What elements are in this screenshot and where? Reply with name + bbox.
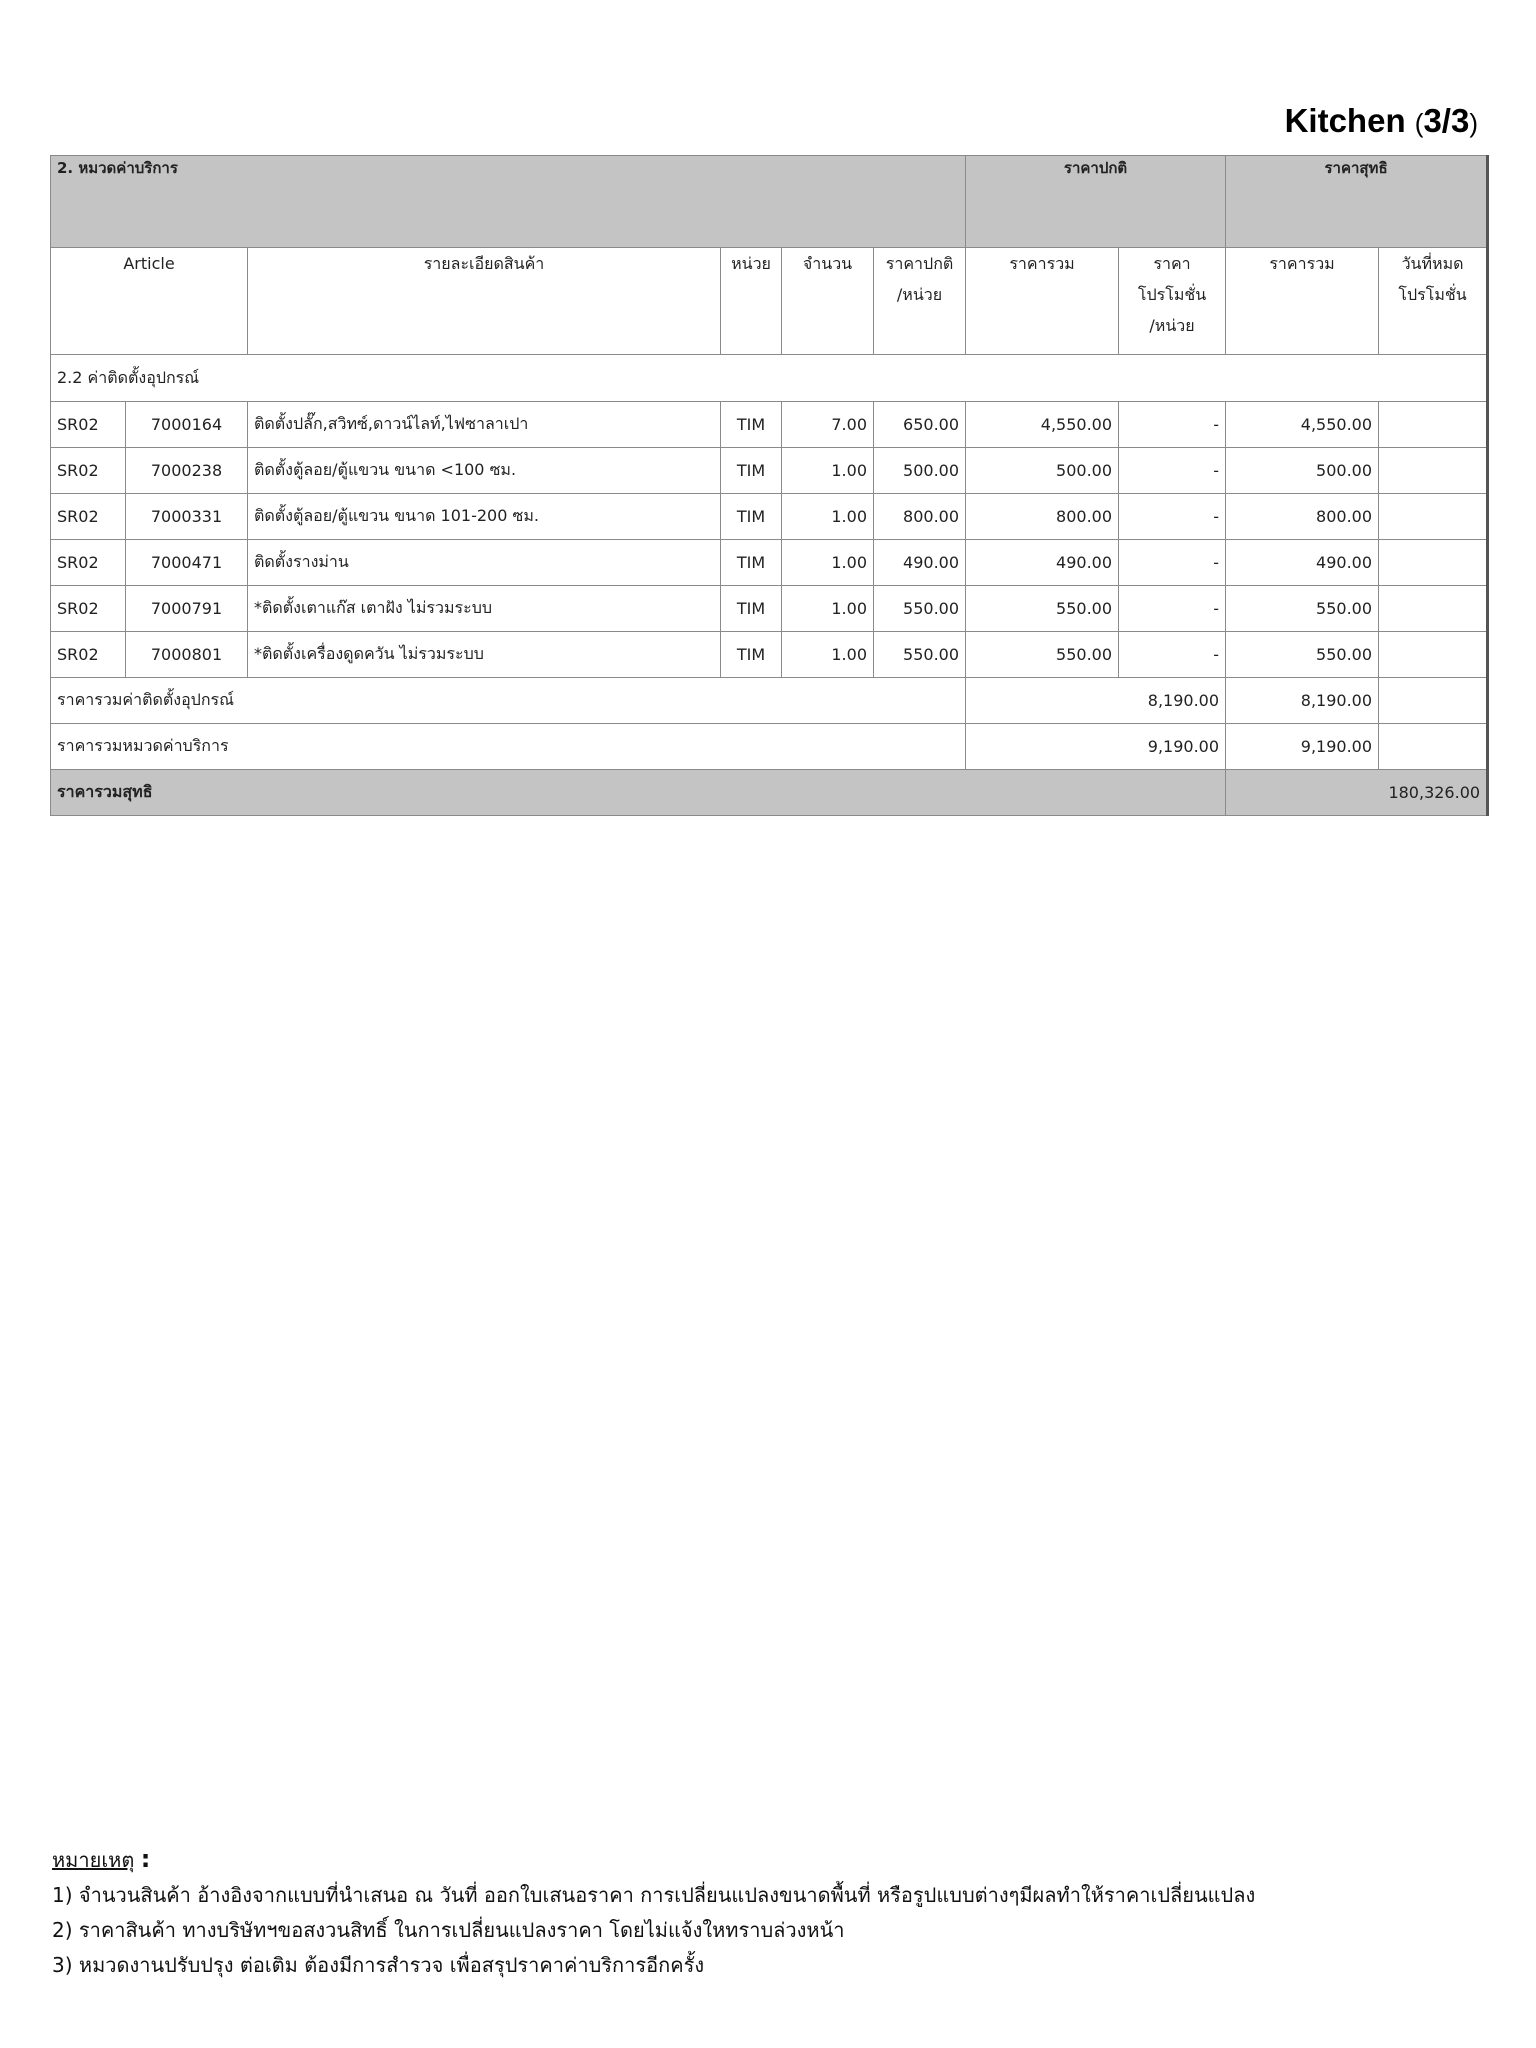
row-net-total: 4,550.00 [1226,402,1379,448]
col-unit: หน่วย [721,248,782,355]
row-promo: - [1119,494,1226,540]
row-total: 490.00 [966,540,1119,586]
row-unit-price: 500.00 [874,448,966,494]
row-description: ติดตั้งรางม่าน [248,540,721,586]
row-promo: - [1119,632,1226,678]
col-unit-price [874,248,966,355]
subtotal-service-net: 9,190.00 [1226,724,1379,770]
col-unit-price-line1: ราคาปกติ [885,254,954,273]
row-promo-end [1379,586,1488,632]
col-qty: จำนวน [782,248,874,355]
subtotal-service-row [51,724,1488,770]
row-unit: TIM [721,586,782,632]
row-description: ติดตั้งตู้ลอย/ตู้แขวน ขนาด <100 ซม. [248,448,721,494]
row-net-total: 500.00 [1226,448,1379,494]
row-unit-price: 550.00 [874,632,966,678]
row-unit-price: 800.00 [874,494,966,540]
col-promo-line3: /หน่วย [1149,316,1195,335]
grand-total-value: 180,326.00 [1226,770,1488,816]
col-unit-price-line2: /หน่วย [896,285,943,304]
row-net-total: 490.00 [1226,540,1379,586]
row-qty: 1.00 [782,540,874,586]
subsection-title: 2.2 ค่าติดตั้งอุปกรณ์ [51,355,1488,402]
page-title [1285,102,1478,140]
row-unit: TIM [721,540,782,586]
row-total: 800.00 [966,494,1119,540]
row-promo-end [1379,494,1488,540]
row-unit: TIM [721,402,782,448]
row-unit: TIM [721,448,782,494]
subtotal-service-blank [1379,724,1488,770]
subtotal-install-row [51,678,1488,724]
row-article: 7000331 [126,494,248,540]
subsection-row [51,355,1488,402]
row-promo-end [1379,540,1488,586]
group-net-price: ราคาสุทธิ [1226,156,1488,248]
row-article: 7000164 [126,402,248,448]
row-unit: TIM [721,632,782,678]
row-promo: - [1119,448,1226,494]
table-row [51,448,1488,494]
row-qty: 1.00 [782,448,874,494]
col-promo-end [1379,248,1488,355]
service-quote-table [50,155,1489,816]
row-code: SR02 [51,586,126,632]
table-row [51,402,1488,448]
row-code: SR02 [51,632,126,678]
row-code: SR02 [51,448,126,494]
row-qty: 1.00 [782,494,874,540]
row-unit: TIM [721,494,782,540]
row-unit-price: 650.00 [874,402,966,448]
row-description: ติดตั้งปลั๊ก,สวิทซ์,ดาวน์ไลท์,ไฟซาลาเปา [248,402,721,448]
row-article: 7000238 [126,448,248,494]
col-net-total: ราคารวม [1226,248,1379,355]
table-row [51,632,1488,678]
row-code: SR02 [51,402,126,448]
row-promo: - [1119,540,1226,586]
row-net-total: 550.00 [1226,632,1379,678]
note-item: 2) ราคาสินค้า ทางบริษัทฯขอสงวนสิทธิ์ ในการเปลี่ยนแปลงราคา โดยไม่แจ้งใหทราบล่วงหน้า [52,1918,845,1942]
row-total: 500.00 [966,448,1119,494]
col-promo-end-line1: วันที่หมด [1401,254,1464,273]
subtotal-service-regular: 9,190.00 [966,724,1226,770]
col-description: รายละเอียดสินค้า [248,248,721,355]
row-promo: - [1119,586,1226,632]
row-article: 7000791 [126,586,248,632]
table-row [51,494,1488,540]
section-title: 2. หมวดค่าบริการ [51,156,966,248]
row-qty: 1.00 [782,586,874,632]
page-title-close-paren: ) [1469,108,1478,138]
row-code: SR02 [51,540,126,586]
row-promo-end [1379,632,1488,678]
row-description: ติดตั้งตู้ลอย/ตู้แขวน ขนาด 101-200 ซม. [248,494,721,540]
notes-heading [52,1842,1255,1878]
col-promo-line2: โปรโมชั่น [1137,285,1207,304]
col-promo-price [1119,248,1226,355]
col-promo-line1: ราคา [1153,254,1191,273]
row-unit-price: 550.00 [874,586,966,632]
row-net-total: 550.00 [1226,586,1379,632]
col-article: Article [51,248,248,355]
grand-total-row [51,770,1488,816]
page-title-word: Kitchen [1284,102,1406,139]
subtotal-install-net: 8,190.00 [1226,678,1379,724]
col-total: ราคารวม [966,248,1119,355]
subtotal-install-label: ราคารวมค่าติดตั้งอุปกรณ์ [51,678,966,724]
row-total: 4,550.00 [966,402,1119,448]
row-net-total: 800.00 [1226,494,1379,540]
subtotal-install-blank [1379,678,1488,724]
notes-title: หมายเหตุ [52,1848,135,1872]
note-item: 1) จำนวนสินค้า อ้างอิงจากแบบที่นำเสนอ ณ วันที่ ออกใบเสนอราคา การเปลี่ยนแปลงขนาดพื้นที่ หรือรูปแบบต่างๆมีผลทำให้ราคาเปลี่ยนแปลง [52,1883,1256,1907]
row-article: 7000471 [126,540,248,586]
row-promo-end [1379,448,1488,494]
notes-colon: : [140,1845,151,1873]
page-title-open-paren: ( [1414,108,1424,138]
subtotal-service-label: ราคารวมหมวดค่าบริการ [51,724,966,770]
note-item: 3) หมวดงานปรับปรุง ต่อเติม ต้องมีการสำรวจ เพื่อสรุปราคาค่าบริการอีกครั้ง [52,1953,705,1977]
row-promo-end [1379,402,1488,448]
table-row [51,586,1488,632]
page-number: 3/3 [1423,102,1470,139]
row-article: 7000801 [126,632,248,678]
row-qty: 1.00 [782,632,874,678]
col-promo-end-line2: โปรโมชั่น [1398,285,1467,304]
row-unit-price: 490.00 [874,540,966,586]
row-description: *ติดตั้งเครื่องดูดควัน ไม่รวมระบบ [248,632,721,678]
row-promo: - [1119,402,1226,448]
grand-total-label: ราคารวมสุทธิ [51,770,1226,816]
row-code: SR02 [51,494,126,540]
notes [52,1842,1255,1983]
subtotal-install-regular: 8,190.00 [966,678,1226,724]
row-total: 550.00 [966,586,1119,632]
row-description: *ติดตั้งเตาแก๊ส เตาฝัง ไม่รวมระบบ [248,586,721,632]
row-qty: 7.00 [782,402,874,448]
table-column-headers [51,248,1488,355]
row-total: 550.00 [966,632,1119,678]
table-header-top [51,156,1488,248]
group-regular-price: ราคาปกติ [966,156,1226,248]
table-row [51,540,1488,586]
